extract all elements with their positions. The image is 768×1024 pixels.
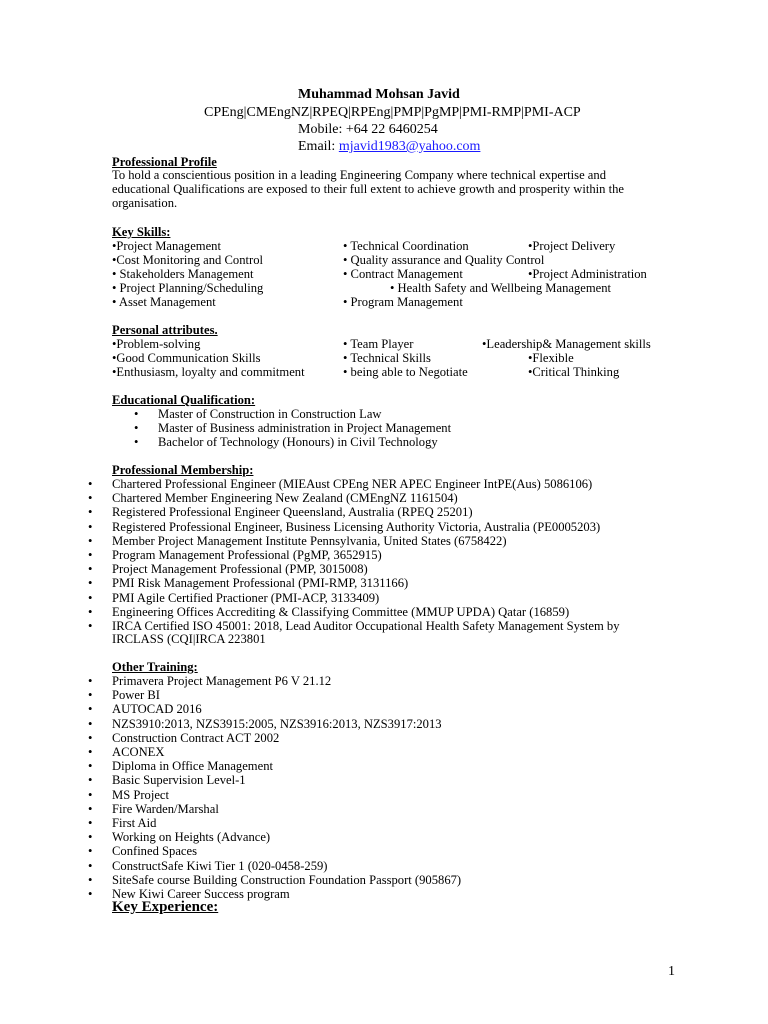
attribute-row [0,365,768,379]
attribute-row [0,351,768,365]
training-item-text: New Kiwi Career Success program [112,887,290,901]
attribute-item: •Flexible [528,351,574,365]
bullet-icon: • [88,730,93,745]
bullet-icon: • [88,505,93,520]
training-item [0,773,768,787]
key-skill-item: •Project Administration [528,267,647,281]
key-skill-item: • Technical Coordination [343,239,469,253]
education-item [0,421,768,435]
profile-line-2: educational Qualifications are exposed to their full extent to achieve growth and prosperity within the [112,182,624,196]
bullet-icon: • [88,688,93,703]
training-item-text: SiteSafe course Building Construction Foundation Passport (905867) [112,872,462,887]
membership-item-text: Registered Professional Engineer, Business Licensing Authority Victoria, Australia (PE0005203) [112,519,601,534]
key-skill-row [0,253,768,267]
key-skill-row [0,281,768,295]
membership-item-text: PMI Agile Certified Practioner (PMI-ACP, 3133409) [112,590,380,605]
attribute-item: •Critical Thinking [528,365,620,379]
credentials-line: CPEng|CMEngNZ|RPEQ|RPEng|PMP|PgMP|PMI-RMP|PMI-ACP [204,105,581,120]
membership-item-text: Chartered Member Engineering New Zealand (CMEngNZ 1161504) [112,491,458,506]
bullet-icon: • [88,562,93,577]
education-item-text: Master of Construction in Construction Law [158,407,382,421]
training-item-text: Power BI [112,688,160,703]
training-item [0,873,768,887]
membership-item-text: PMI Risk Management Professional (PMI-RMP, 3131166) [112,576,409,591]
education-item-text: Bachelor of Technology (Honours) in Civil Technology [158,435,438,449]
membership-item [0,534,768,548]
profile-line-3: organisation. [112,196,178,210]
bullet-icon: • [88,801,93,816]
education-item-text: Master of Business administration in Project Management [158,421,452,435]
training-item-text: Diploma in Office Management [112,759,273,774]
training-item-text: ConstructSafe Kiwi Tier 1 (020-0458-259) [112,858,328,873]
bullet-icon: • [88,548,93,562]
key-skill-item: • Program Management [343,295,463,309]
attribute-item: • being able to Negotiate [343,365,468,379]
bullet-icon: • [88,619,93,633]
bullet-icon: • [88,576,93,591]
bullet-icon: • [88,858,93,873]
bullet-icon: • [88,477,93,491]
training-item [0,844,768,858]
bullet-icon: • [134,407,139,421]
membership-continuation: IRCLASS (CQI|IRCA 223801 [112,632,266,646]
bullet-icon: • [88,491,93,506]
experience-title: Key Experience: [112,899,219,915]
bullet-icon: • [88,816,93,830]
bullet-icon: • [88,604,93,619]
education-item [0,435,768,449]
training-item [0,717,768,731]
membership-item [0,520,768,534]
attributes-title: Personal attributes. [112,323,218,337]
attribute-item: •Leadership& Management skills [482,337,651,351]
training-item-text: Construction Contract ACT 2002 [112,730,280,745]
training-item-text: MS Project [112,787,170,802]
key-skill-row [0,267,768,281]
membership-item [0,605,768,619]
training-item [0,745,768,759]
bullet-icon: • [88,773,93,788]
membership-item-text: Program Management Professional (PgMP, 3652915) [112,548,382,562]
membership-item [0,548,768,562]
training-item-text: Fire Warden/Marshal [112,801,219,816]
training-item-text: ACONEX [112,745,165,759]
key-skill-item: •Project Delivery [528,239,616,253]
bullet-icon: • [88,519,93,534]
page-number: 1 [668,964,675,979]
key-skill-item: • Contract Management [343,267,463,281]
training-item [0,802,768,816]
training-item [0,816,768,830]
attribute-item: • Technical Skills [343,351,431,365]
attribute-item: •Enthusiasm, loyalty and commitment [112,365,305,379]
profile-title: Professional Profile [112,155,217,169]
key-skill-item: •Project Management [112,239,221,253]
membership-item [0,619,768,633]
training-item [0,674,768,688]
key-skills-title: Key Skills: [112,225,171,239]
email-line [298,139,480,155]
education-title: Educational Qualification: [112,393,256,407]
bullet-icon: • [88,674,93,688]
membership-item [0,491,768,505]
membership-title: Professional Membership: [112,463,254,477]
membership-item [0,576,768,590]
membership-item-text: Project Management Professional (PMP, 3015008) [112,562,368,577]
bullet-icon: • [88,759,93,774]
bullet-icon: • [88,745,93,759]
membership-item-text: Registered Professional Engineer Queensland, Australia (RPEQ 25201) [112,505,473,520]
key-skill-item: • Quality assurance and Quality Control [343,253,545,267]
key-skill-row [0,295,768,309]
attribute-row [0,337,768,351]
training-item [0,788,768,802]
attribute-item: •Good Communication Skills [112,351,261,365]
key-skill-item: •Cost Monitoring and Control [112,253,263,267]
email-label: Email: [298,139,339,154]
key-skill-item: • Project Planning/Scheduling [112,281,264,295]
bullet-icon: • [88,590,93,605]
training-item [0,759,768,773]
training-item-text: First Aid [112,816,157,830]
attribute-item: •Problem-solving [112,337,201,351]
training-item [0,731,768,745]
bullet-icon: • [134,435,139,449]
membership-item [0,477,768,491]
training-item-text: Confined Spaces [112,844,197,859]
email-link[interactable]: mjavid1983@yahoo.com [338,139,481,154]
membership-item-text: Chartered Professional Engineer (MIEAust CPEng NER APEC Engineer IntPE(Aus) 5086106) [112,477,593,491]
mobile-line: Mobile: +64 22 6460254 [298,122,438,137]
bullet-icon: • [88,702,93,717]
training-item-text: AUTOCAD 2016 [112,702,202,717]
membership-item [0,591,768,605]
training-item [0,702,768,716]
bullet-icon: • [134,421,139,435]
training-item [0,688,768,702]
membership-item [0,505,768,519]
bullet-icon: • [88,533,93,548]
key-skill-row [0,239,768,253]
bullet-icon: • [88,716,93,731]
education-item [0,407,768,421]
membership-item-text: Member Project Management Institute Pennsylvania, United States (6758422) [112,533,507,548]
key-skill-item: • Health Safety and Wellbeing Management [390,281,612,295]
membership-item-text: IRCA Certified ISO 45001: 2018, Lead Auditor Occupational Health Safety Management System by [112,619,620,633]
candidate-name: Muhammad Mohsan Javid [298,87,460,102]
profile-line-1: To hold a conscientious position in a leading Engineering Company where technical expertise and [112,168,606,182]
training-item-text: Basic Supervision Level-1 [112,773,246,788]
membership-item-text: Engineering Offices Accrediting & Classifying Committee (MMUP UPDA) Qatar (16859) [112,604,570,619]
attribute-item: • Team Player [343,337,414,351]
key-skill-item: • Asset Management [112,295,216,309]
training-item-text: NZS3910:2013, NZS3915:2005, NZS3916:2013, NZS3917:2013 [112,716,442,731]
bullet-icon: • [88,830,93,845]
training-item-text: Working on Heights (Advance) [112,830,271,845]
training-title: Other Training: [112,660,198,674]
membership-item [0,562,768,576]
training-item-text: Primavera Project Management P6 V 21.12 [112,674,332,688]
bullet-icon: • [88,887,93,901]
training-item [0,830,768,844]
bullet-icon: • [88,844,93,859]
training-item [0,859,768,873]
bullet-icon: • [88,787,93,802]
key-skill-item: • Stakeholders Management [112,267,254,281]
bullet-icon: • [88,872,93,887]
